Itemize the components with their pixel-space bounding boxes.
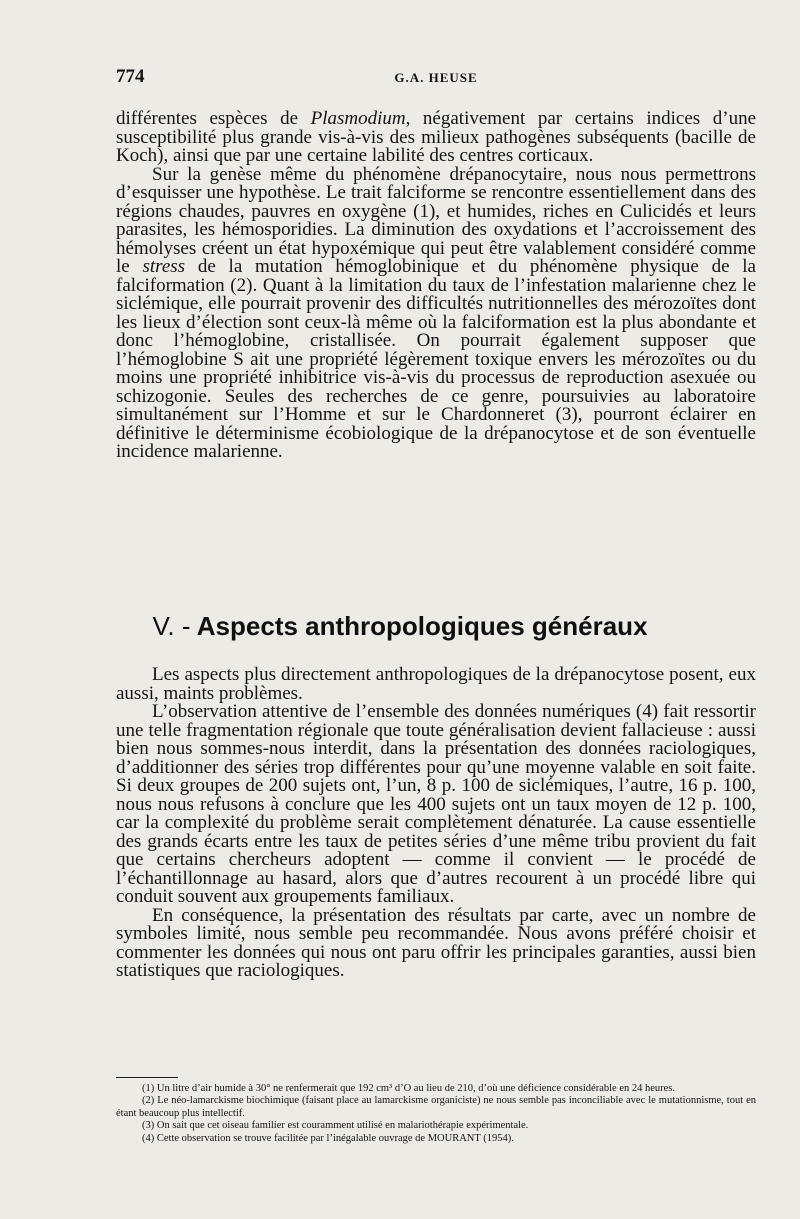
page-header — [116, 66, 756, 90]
section-one-text — [116, 110, 756, 462]
paragraph-2-start: Sur la genèse même du phénomène drépanocytaire, nous nous permettrons d’esquisser une hypothèse. Le trait falciforme se rencontre essentiellement dans des régions chaudes, pauvres en oxygène (1), et humides, riches en Culicidés et leurs parasites, les hémosporidies. La diminution des oxydations et l’accroissement des hémolyses créent un état hypoxémique qui peut être valablement considéré comme le — [116, 163, 756, 277]
page-number: 774 — [116, 66, 145, 87]
paragraph-1-start: différentes espèces de — [116, 108, 311, 129]
footnote-4: (4) Cette observation se trouve facilitée par l’inégalable ouvrage de MOURANT (1954). — [142, 1132, 514, 1144]
section-title: Aspects anthropologiques généraux — [196, 611, 648, 641]
paragraph-5: En conséquence, la présentation des résultats par carte, avec un nombre de symboles limité, nous semble peu recommandée. Nous avons préféré choisir et commenter les données qui nous ont paru offrir les principales garanties, aussi bien statistiques que raciologiques. — [116, 904, 756, 981]
section-number: V. - — [152, 611, 191, 641]
paragraph-1-end: , négativement par certains indices d’une susceptibilité plus grande vis-à-vis des milieux pathogènes subséquents (bacille de Koch), ainsi que par une certaine labilité des centres corticaux. — [116, 108, 757, 166]
footnote-1: (1) Un litre d’air humide à 30° ne renfermerait que 192 cm³ d’O au lieu de 210, d’où une déficience considérable en 24 heures. — [142, 1083, 676, 1094]
footnote-2: (2) Le néo-lamarckisme biochimique (faisant place au lamarckisme organiciste) ne nous semble pas inconciliable avec le mutationnisme, tout en étant beaucoup plus intellectif. — [116, 1095, 756, 1119]
running-head: G.A. HEUSE — [394, 70, 478, 85]
paragraph-2-end: de la mutation hémoglobinique et du phénomène physique de la falciformation (2). Quant à la limitation du taux de l’infestation malarienne chez le siclémique, elle pourrait provenir des difficultés nutritionnelles des mérozoïtes dont les lieux d’élection sont ceux-là même où la falciformation est la plus abondante et donc l’hémoglobine, cristallisée. On pourrait également supposer que l’hémoglobine S ait une propriété légèrement toxique envers les mérozoïtes ou du moins une propriété inhibitrice vis-à-vis du processus de reproduction asexuée ou schizogonie. Seules des recherches de ce genre, poursuivies au laboratoire simultanément sur l’Homme et sur le Chardonneret (3), pourront éclairer en définitive le déterminisme écobiologique de la drépanocytose et de son éventuelle incidence malarienne. — [116, 256, 756, 462]
paragraph-4: L’observation attentive de l’ensemble des données numériques (4) fait ressortir une telle fragmentation régionale que toute généralisation devient fallacieuse : aussi bien nous sommes-nous interdit, dans la présentation des données raciologiques, d’additionner des séries trop différentes pour qu’une moyenne valable en soit faite. Si deux groupes de 200 sujets ont, l’un, 8 p. 100 de siclémiques, l’autre, 16 p. 100, nous nous refusons à conclure que les 400 sujets ont un taux moyen de 12 p. 100, car la complexité du problème serait complètement dénaturée. La cause essentielle des grands écarts entre les taux de petites séries d’une même tribu provient du fait que certains chercheurs adoptent — comme il convient — le procédé de l’échantillonnage au hasard, alors que d’autres recourent à un procédé libre qui conduit souvent aux groupements familiaux. — [116, 701, 756, 907]
paragraph-3: Les aspects plus directement anthropologiques de la drépanocytose posent, eux aussi, maints problèmes. — [116, 664, 756, 704]
footnotes — [116, 1083, 756, 1145]
section-five-text — [116, 666, 756, 981]
paragraph-1 — [116, 110, 756, 166]
footnote-3: (3) On sait que cet oiseau familier est couramment utilisé en malariothérapie expérimentale. — [142, 1120, 529, 1132]
paragraph-2 — [116, 163, 756, 462]
section-heading — [0, 611, 800, 642]
footnote-divider — [116, 1077, 178, 1078]
stress-term: stress — [142, 256, 186, 277]
plasmodium-term: Plasmodium — [310, 108, 406, 129]
